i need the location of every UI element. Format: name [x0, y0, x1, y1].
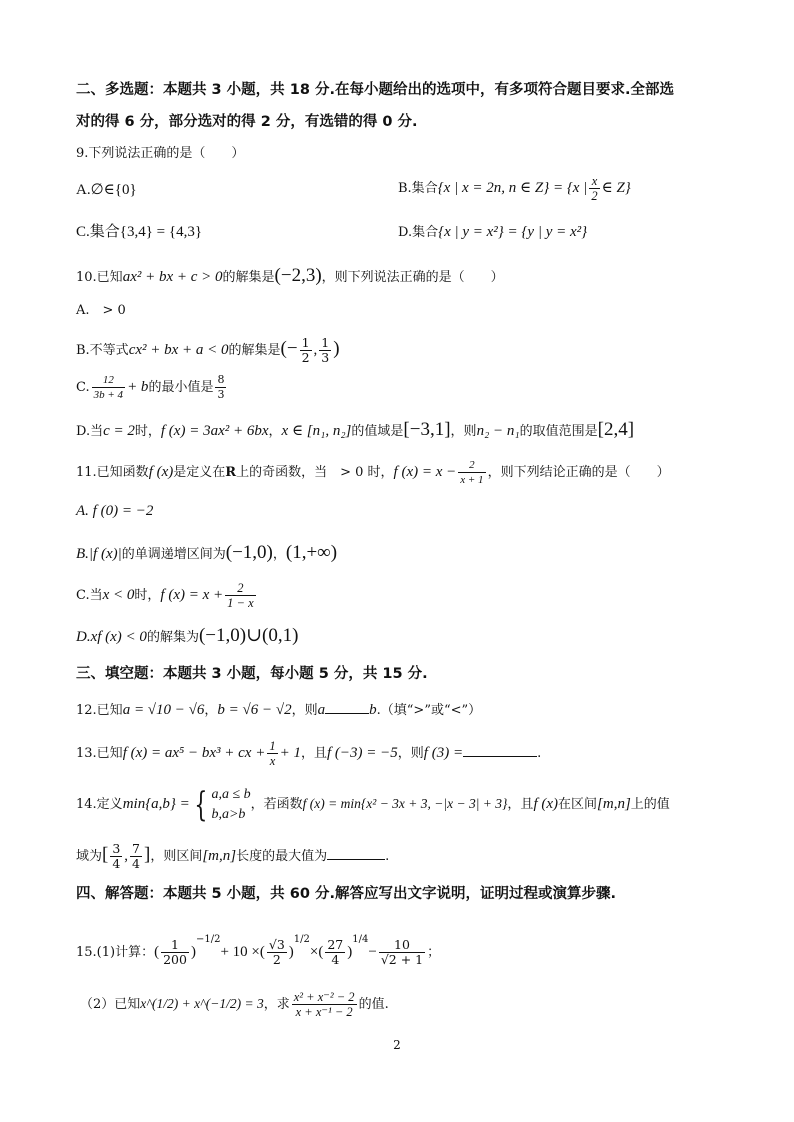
fraction-denominator: 2 — [272, 952, 281, 967]
q12-text-1: ， — [204, 703, 218, 718]
q14-line1 — [76, 784, 794, 825]
q10-option-c-value — [215, 373, 226, 402]
q10-option-d — [76, 420, 794, 442]
q13-answer-blank[interactable] — [463, 756, 537, 757]
q13 — [76, 738, 794, 769]
bracket-close: ] — [144, 844, 151, 865]
q10-stem-mid: 的解集是 — [222, 270, 275, 285]
comma: , — [124, 848, 129, 864]
q11-option-c-text-1: 时， — [134, 588, 161, 603]
section-3-header: 三、填空题：本题共 3 小题，每小题 5 分，共 15 分. — [76, 666, 428, 682]
q11-option-c-math-2: f (x) = x + — [160, 587, 224, 603]
q14-math-1: min{a,b} = — [122, 796, 190, 812]
q15-part1-end: ； — [427, 945, 441, 960]
fraction-numerator: 1 — [161, 938, 189, 953]
q11-stem-domain-r: R — [225, 465, 237, 480]
section-2-header-line2: 对的得 6 分，部分选对的得 2 分，有选错的得 0 分. — [76, 114, 418, 130]
page-number: 2 — [393, 1038, 401, 1052]
fraction-numerator: 2 — [225, 581, 255, 596]
q11-option-d — [76, 626, 794, 648]
q12-answer-blank[interactable] — [325, 713, 369, 714]
q11-stem-math-2: f (x) = x − — [393, 464, 457, 480]
q10-option-c-fraction — [92, 373, 125, 402]
q9-option-b-label: B.集合 — [398, 181, 438, 196]
q11-option-d-text-1: 的解集为 — [146, 630, 199, 645]
q9-option-d — [398, 222, 794, 243]
q13-math-1: f (x) = ax⁵ − bx³ + cx + — [122, 745, 266, 761]
fraction-denominator: 2 — [301, 350, 310, 365]
q10-option-b-math: cx² + bx + a < 0 — [128, 342, 229, 358]
q14-math-4: [m,n] — [597, 796, 631, 812]
q15-part2-text-1: ，求 — [263, 997, 290, 1012]
q15-fraction-1 — [161, 938, 189, 967]
q12-math-2: b = √6 − √2 — [217, 702, 292, 718]
q10-option-d-math-6: [2,4] — [597, 419, 635, 440]
q10-option-b-mid: 的解集是 — [228, 343, 281, 358]
q14-math-3: f (x) — [533, 796, 559, 812]
q11-stem-pre: 11.已知函数 — [76, 465, 149, 480]
fraction-denominator: 3 — [217, 388, 225, 401]
comma: , — [313, 342, 318, 358]
q14-line2-text-1: ，则区间 — [150, 849, 203, 864]
q13-text-1: ，且 — [300, 746, 327, 761]
q12-var-b: b — [369, 702, 377, 718]
q11-option-b-math-3: (1,+∞) — [285, 542, 338, 563]
q10-option-b-label: B.不等式 — [76, 343, 129, 358]
q10-option-d-math-5: n₂ − n₁ — [476, 423, 520, 439]
q12-post: .（填“>”或“<”） — [376, 703, 482, 718]
q14-line2 — [76, 840, 794, 872]
q9-option-b-math-1: {x | x = 2n, n ∈ Z} = {x | — [437, 180, 588, 196]
fraction-denominator: 3 — [321, 350, 330, 365]
section-2-header-line1: 二、多选题：本题共 3 小题，共 18 分.在每小题给出的选项中，有多项符合题目要求.全部选 — [76, 82, 674, 98]
q14-fraction-2 — [130, 842, 142, 871]
q9-option-b — [398, 174, 794, 203]
q11-option-d-math-2: (−1,0)∪(0,1) — [198, 625, 299, 646]
q9-stem: 9.下列说法正确的是（ ） — [76, 146, 245, 161]
bracket-open: [ — [102, 844, 109, 865]
q11-option-a — [76, 501, 794, 522]
q14-text-4: 上的值 — [630, 797, 670, 812]
q11-stem-math-1: f (x) — [148, 464, 174, 480]
fraction-numerator: 3 — [112, 841, 121, 856]
q13-pre: 13.已知 — [76, 746, 123, 761]
q11-stem-fraction — [458, 458, 485, 487]
q15-minus: − — [368, 944, 377, 960]
fraction-denominator: 200 — [163, 952, 187, 967]
q9-option-a-text: A.∅∈{0} — [76, 182, 137, 198]
q15-fraction-2 — [267, 938, 287, 967]
fraction-numerator: 2 — [458, 458, 485, 473]
q10-option-d-text-5: 的取值范围是 — [519, 424, 598, 439]
q14-case-2: b,a>b — [211, 806, 246, 822]
q10-option-a: A. > 0 — [76, 303, 126, 318]
q9-option-b-math-2: ∈ Z} — [601, 180, 631, 196]
q12-pre: 12.已知 — [76, 703, 123, 718]
q14-answer-blank[interactable] — [327, 859, 385, 860]
q11-option-b-text-2: ， — [272, 547, 286, 562]
q10-option-d-text-2: ， — [268, 424, 282, 439]
q13-fraction — [267, 739, 277, 768]
q14-pre: 14.定义 — [76, 797, 123, 812]
q15-part1 — [76, 920, 794, 973]
section-4-header: 四、解答题：本题共 5 小题，共 60 分.解答应写出文字说明，证明过程或演算步骤. — [76, 886, 616, 902]
q15-exponent-3: 1/4 — [352, 934, 369, 945]
q10-option-d-math-1: c = 2 — [103, 423, 135, 439]
q11-option-b — [76, 543, 794, 565]
fraction-denominator: x — [269, 754, 276, 768]
fraction-denominator: 4 — [112, 856, 121, 871]
q10-option-d-text-4: ，则 — [450, 424, 477, 439]
q14-cases — [211, 785, 250, 825]
q10-option-c-plus: + b — [127, 379, 149, 395]
q10-option-d-math-2: f (x) = 3ax² + 6bx — [160, 423, 269, 439]
q14-text-1: ，若函数 — [250, 797, 303, 812]
q11-stem — [76, 457, 794, 488]
paren-open: (− — [280, 338, 298, 359]
q10-stem-pre: 10.已知 — [76, 270, 123, 285]
q11-stem-text-1: 是定义在 — [173, 465, 226, 480]
q9-option-b-fraction — [589, 174, 599, 203]
paren-open: ( — [318, 944, 324, 960]
q11-stem-text-2: 上的奇函数，当 > 0 时， — [236, 465, 394, 480]
q10-option-d-label: D.当 — [76, 424, 104, 439]
paren-close: ) — [288, 944, 294, 960]
q10-option-d-text-3: 的值域是 — [351, 424, 404, 439]
q12 — [76, 700, 794, 721]
paren-open: ( — [259, 944, 265, 960]
q10-option-c-label: C. — [76, 380, 90, 395]
q11-option-d-math-1: D.xf (x) < 0 — [76, 629, 147, 645]
q10-option-b-fraction-1 — [300, 336, 312, 365]
q15-exponent-1: −1/2 — [195, 934, 221, 945]
q10-option-c-mid: 的最小值是 — [148, 380, 214, 395]
fraction-numerator: 8 — [217, 373, 225, 386]
q13-math-4: f (3) = — [423, 745, 464, 761]
q13-math-2: + 1 — [279, 745, 301, 761]
paren-open: ( — [154, 944, 160, 960]
q9-option-c-text: C.集合{3,4} = {4,3} — [76, 224, 203, 240]
fraction-denominator: √2 + 1 — [380, 952, 424, 967]
q12-math-1: a = √10 − √6 — [122, 702, 205, 718]
q11-option-b-math-2: (−1,0) — [225, 542, 273, 563]
q14-case-1: a,a ≤ b — [211, 786, 251, 802]
q14-math-2: f (x) = min{x² − 3x + 3, −|x − 3| + 3} — [302, 796, 508, 811]
q12-var-a: a — [317, 702, 326, 718]
fraction-denominator: x + 1 — [460, 474, 484, 486]
q11-option-c-fraction — [225, 581, 255, 610]
fraction-denominator: 4 — [331, 952, 340, 967]
fraction-denominator: x + x⁻¹ − 2 — [295, 1005, 353, 1019]
q11-option-a-text: A. f (0) = −2 — [76, 503, 154, 519]
paren-close: ) — [190, 944, 196, 960]
fraction-numerator: 1 — [321, 335, 330, 350]
q15-exponent-2: 1/2 — [293, 934, 310, 945]
q11-option-c-label: C.当 — [76, 588, 103, 603]
q14-line2-pre: 域为 — [76, 849, 103, 864]
q14-end: . — [385, 849, 390, 864]
q15-mul-1: + 10 × — [220, 944, 260, 960]
q14-text-2: ，且 — [507, 797, 534, 812]
q9-option-d-label: D.集合 — [398, 225, 439, 240]
q15-part2-post: 的值. — [358, 997, 389, 1012]
q11-option-b-text-1: 的单调递增区间为 — [121, 547, 226, 562]
fraction-numerator: x — [589, 174, 599, 189]
q10-option-d-math-3: x ∈ [n₁, n₂] — [281, 423, 352, 439]
q9-option-d-math: {x | y = x²} = {y | y = x²} — [438, 224, 588, 240]
q12-text-2: ，则 — [291, 703, 318, 718]
q11-option-c-math-1: x < 0 — [102, 587, 135, 603]
q10-stem-set: (−2,3) — [274, 265, 322, 286]
q14-line2-math: [m,n] — [202, 848, 237, 864]
q15-part2-pre: （2）已知 — [80, 997, 141, 1012]
q11-option-b-math-1: B.|f (x)| — [76, 546, 122, 562]
q10-option-b — [76, 334, 794, 366]
fraction-numerator: 1 — [269, 739, 276, 753]
fraction-numerator: 27 — [327, 937, 344, 952]
q14-text-3: 在区间 — [558, 797, 598, 812]
q11-stem-post: ，则下列结论正确的是（ ） — [487, 465, 670, 480]
fraction-denominator: 4 — [132, 856, 140, 871]
q10-option-b-fraction-2 — [319, 336, 331, 365]
q15-part2 — [80, 986, 794, 1023]
paren-close: ) — [333, 338, 340, 359]
q15-fraction-3 — [325, 938, 345, 967]
fraction-numerator: √3 — [268, 937, 285, 952]
q13-math-3: f (−3) = −5 — [326, 745, 398, 761]
q10-option-d-math-4: [−3,1] — [403, 419, 451, 440]
q11-option-c — [76, 580, 794, 611]
q15-mul-2: × — [309, 944, 319, 960]
q15-fraction-4 — [379, 938, 425, 967]
q10-option-c — [76, 372, 794, 403]
fraction-denominator: 1 − x — [227, 596, 254, 610]
fraction-numerator: x² + x⁻² − 2 — [293, 990, 355, 1004]
q10-stem — [76, 266, 794, 288]
fraction-numerator: 12 — [92, 373, 125, 388]
q10-stem-post: ，则下列说法正确的是（ ） — [321, 270, 504, 285]
q15-part2-math: x^(1/2) + x^(−1/2) = 3 — [140, 996, 264, 1011]
q13-post: . — [537, 746, 542, 761]
q14-fraction-1 — [110, 842, 122, 871]
q10-option-d-text-1: 时， — [134, 424, 161, 439]
fraction-denominator: 3b + 4 — [93, 389, 124, 401]
fraction-numerator: 1 — [301, 335, 310, 350]
fraction-denominator: 2 — [591, 189, 598, 203]
q15-fraction-5 — [292, 990, 357, 1019]
q13-text-2: ，则 — [397, 746, 424, 761]
paren-close: ) — [347, 944, 353, 960]
fraction-numerator: 10 — [379, 938, 425, 953]
q10-stem-math: ax² + bx + c > 0 — [122, 269, 223, 285]
q15-part1-pre: 15.(1)计算： — [76, 945, 155, 960]
q14-line2-post: 长度的最大值为 — [236, 849, 328, 864]
cases-brace: { — [194, 784, 208, 825]
fraction-numerator: 7 — [132, 841, 140, 856]
